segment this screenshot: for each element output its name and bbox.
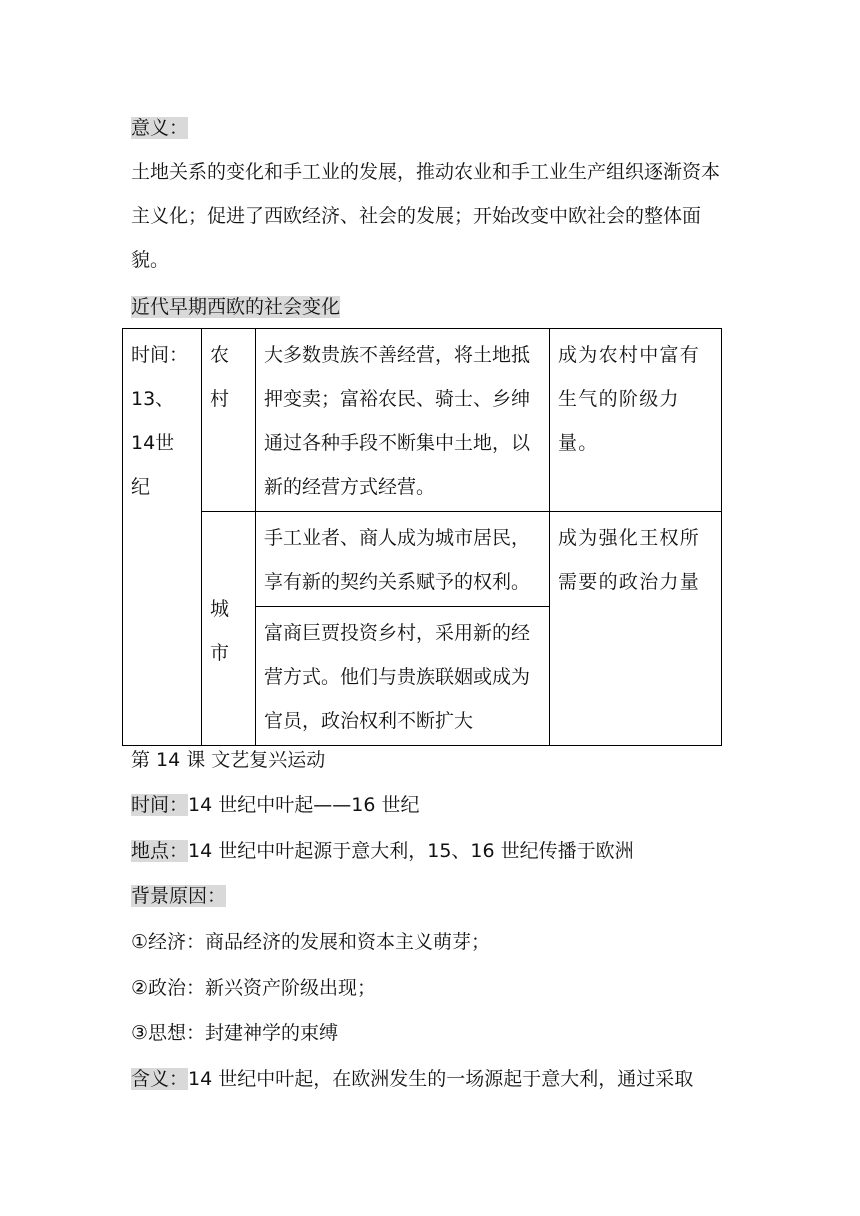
time-value: 14 世纪中叶起——16 世纪 [188, 794, 420, 816]
place-value: 14 世纪中叶起源于意大利，15、16 世纪传播于欧洲 [188, 840, 634, 862]
lesson-title: 第 14 课 文艺复兴运动 [131, 749, 326, 771]
significance-heading [131, 114, 188, 142]
background-heading [131, 882, 226, 910]
urban-result-cell: 成为强化王权所需要的政治力量 [550, 512, 722, 746]
rural-area-cell: 农村 [202, 329, 256, 512]
place-label: 地点： [131, 840, 189, 862]
table-row [123, 329, 722, 512]
reason-thought: ③思想：封建神学的束缚 [131, 1022, 339, 1044]
table-title-text: 近代早期西欧的社会变化 [131, 296, 341, 318]
table-title [131, 293, 340, 321]
time-cell: 时间：13、14世纪 [123, 329, 202, 746]
urban-desc2-cell: 富商巨贾投资乡村，采用新的经营方式。他们与贵族联姻或成为官员，政治权利不断扩大 [256, 607, 550, 746]
lesson-place [131, 837, 634, 865]
background-label: 背景原因： [131, 885, 227, 907]
time-label: 时间： [131, 794, 189, 816]
rural-result-cell: 成为农村中富有生气的阶级力量。 [550, 329, 722, 512]
meaning-value: 14 世纪中叶起，在欧洲发生的一场源起于意大利，通过采取 [188, 1068, 694, 1090]
significance-label: 意义： [131, 117, 189, 139]
urban-area-cell: 城市 [202, 512, 256, 746]
meaning-label: 含义： [131, 1068, 189, 1090]
reason-politics: ②政治：新兴资产阶级出现； [131, 977, 377, 999]
lesson-meaning [131, 1065, 693, 1093]
urban-desc1-cell: 手工业者、商人成为城市居民，享有新的契约关系赋予的权利。 [256, 512, 550, 607]
reason-economy: ①经济：商品经济的发展和资本主义萌芽； [131, 931, 491, 953]
rural-desc-cell: 大多数贵族不善经营，将土地抵押变卖；富裕农民、骑士、乡绅通过各种手段不断集中土地，以新的经营方式经营。 [256, 329, 550, 512]
significance-text: 土地关系的变化和手工业的发展，推动农业和手工业生产组织逐渐资本主义化；促进了西欧经济、社会的发展；开始改变中欧社会的整体面貌。 [131, 161, 721, 271]
lesson-time [131, 791, 419, 819]
social-change-table [122, 328, 722, 746]
table-row [123, 512, 722, 607]
